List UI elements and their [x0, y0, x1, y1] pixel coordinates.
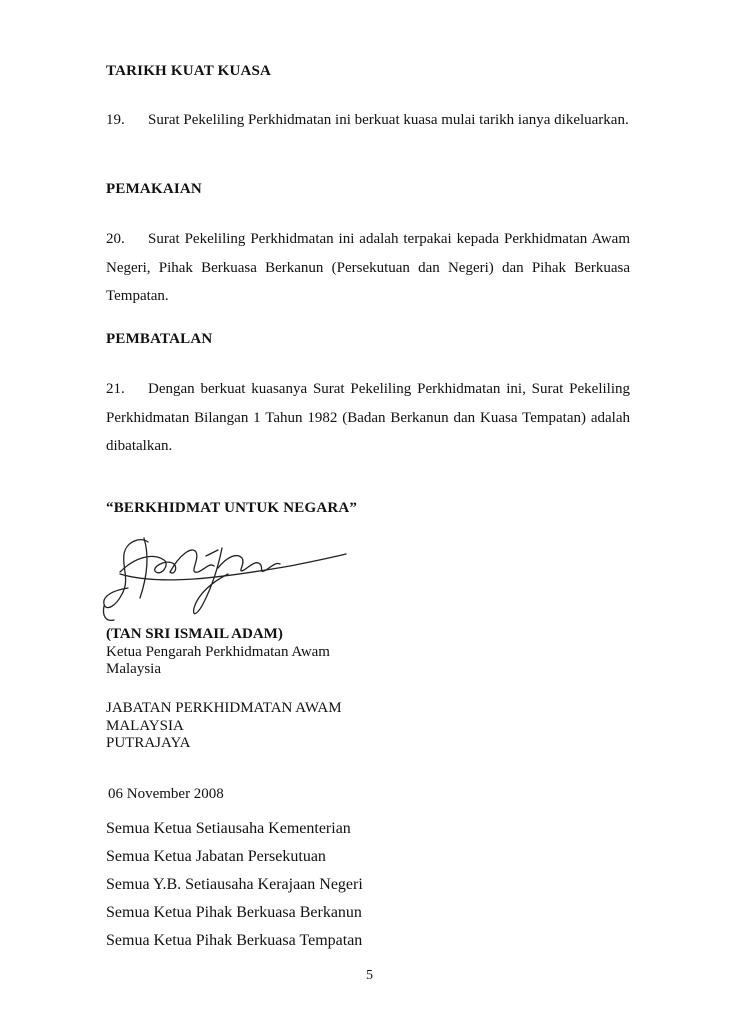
paragraph-number: 20. [106, 231, 125, 247]
paragraph-number: 19. [106, 112, 125, 128]
heading-pemakaian: PEMAKAIAN [106, 181, 202, 197]
recipient-item: Semua Ketua Jabatan Persekutuan [106, 848, 326, 865]
department-line3: PUTRAJAYA [106, 735, 191, 752]
department-line1: JABATAN PERKHIDMATAN AWAM [106, 700, 342, 716]
recipient-item: Semua Ketua Pihak Berkuasa Berkanun [106, 904, 362, 921]
signatory-title-line1: Ketua Pengarah Perkhidmatan Awam [106, 643, 330, 660]
recipient-item: Semua Ketua Setiausaha Kementerian [106, 820, 351, 837]
paragraph-20 [106, 225, 630, 311]
signatory-title-line2: Malaysia [106, 661, 161, 678]
paragraph-text: Dengan berkuat kuasanya Surat Pekeliling Perkhidmatan ini, Surat Pekeliling Perkhidmatan Bilangan 1 Tahun 1982 (Badan Berkanun dan Kuasa Tempatan) adalah dibatalkan. [106, 381, 630, 454]
signatory-name: (TAN SRI ISMAIL ADAM) [106, 626, 283, 642]
paragraph-text: Surat Pekeliling Perkhidmatan ini adalah terpakai kepada Perkhidmatan Awam Negeri, Pihak Berkuasa Berkanun (Persekutuan dan Negeri) dan Pihak Berkuasa Tempatan. [106, 231, 630, 304]
department-block [106, 700, 630, 753]
paragraph-text: Surat Pekeliling Perkhidmatan ini berkuat kuasa mulai tarikh ianya dikeluarkan. [148, 112, 629, 128]
heading-tarikh-kuat-kuasa: TARIKH KUAT KUASA [106, 63, 272, 79]
paragraph-19 [106, 106, 630, 135]
recipient-item: Semua Y.B. Setiausaha Kerajaan Negeri [106, 876, 363, 893]
signatory-block [106, 626, 630, 679]
signature-image [100, 528, 350, 624]
paragraph-number: 21. [106, 381, 125, 397]
heading-pembatalan: PEMBATALAN [106, 331, 213, 347]
paragraph-21 [106, 375, 630, 461]
recipient-item: Semua Ketua Pihak Berkuasa Tempatan [106, 932, 363, 949]
page-number: 5 [366, 968, 373, 983]
motto: “BERKHIDMAT UNTUK NEGARA” [106, 500, 358, 516]
department-line2: MALAYSIA [106, 717, 184, 734]
document-date: 06 November 2008 [108, 786, 224, 802]
